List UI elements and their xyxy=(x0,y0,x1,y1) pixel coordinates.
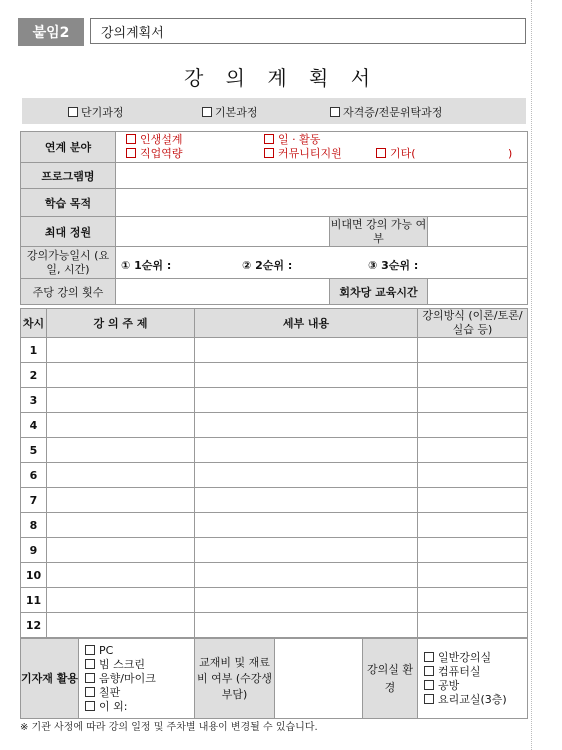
topic-cell[interactable] xyxy=(47,363,195,388)
topic-cell[interactable] xyxy=(47,388,195,413)
topic-cell[interactable] xyxy=(47,413,195,438)
detail-cell[interactable] xyxy=(195,388,418,413)
equip-item-board[interactable]: 칠판 xyxy=(79,686,194,700)
session-number: 12 xyxy=(21,613,47,638)
table-row xyxy=(21,488,528,513)
session-number: 7 xyxy=(21,488,47,513)
capacity-input[interactable] xyxy=(116,217,330,247)
col-number: 차시 xyxy=(21,309,47,338)
field-options xyxy=(116,132,528,163)
program-label: 프로그램명 xyxy=(21,163,116,189)
weekly-label: 주당 강의 횟수 xyxy=(21,279,116,305)
detail-cell[interactable] xyxy=(195,413,418,438)
table-row xyxy=(21,438,528,463)
detail-cell[interactable] xyxy=(195,613,418,638)
goal-label: 학습 목적 xyxy=(21,189,116,217)
course-type-short[interactable]: 단기과정 xyxy=(68,104,124,120)
detail-cell[interactable] xyxy=(195,363,418,388)
col-detail: 세부 내용 xyxy=(195,309,418,338)
session-input[interactable] xyxy=(428,279,528,305)
table-row xyxy=(21,413,528,438)
method-cell[interactable] xyxy=(418,438,528,463)
detail-cell[interactable] xyxy=(195,438,418,463)
checkbox-icon xyxy=(68,107,78,117)
session-label: 회차당 교육시간 xyxy=(330,279,428,305)
info-table xyxy=(20,131,528,305)
course-type-bar xyxy=(22,98,526,124)
opt-work[interactable]: 일 · 활동 xyxy=(264,133,320,147)
topic-cell[interactable] xyxy=(47,513,195,538)
remote-label: 비대면 강의 가능 여부 xyxy=(330,217,427,245)
equip-item-audio[interactable]: 음향/마이크 xyxy=(79,672,194,686)
session-number: 11 xyxy=(21,588,47,613)
equip-list xyxy=(79,639,195,719)
schedule-input[interactable] xyxy=(116,247,528,279)
footnote: ※ 기관 사정에 따라 강의 일정 및 주차별 내용이 변경될 수 있습니다. xyxy=(20,722,318,733)
bottom-table xyxy=(20,638,528,719)
session-number: 6 xyxy=(21,463,47,488)
method-cell[interactable] xyxy=(418,338,528,363)
margin-guide xyxy=(531,0,532,750)
checkbox-icon xyxy=(202,107,212,117)
rank3-label: ③ 3순위 : xyxy=(368,258,419,272)
equip-item-other[interactable]: 이 외: xyxy=(79,700,194,714)
col-method: 강의방식 (이론/토론/실습 등) xyxy=(418,309,528,338)
field-label: 연계 분야 xyxy=(21,132,116,163)
plan-table xyxy=(20,308,528,638)
course-type-basic[interactable]: 기본과정 xyxy=(202,104,258,120)
topic-cell[interactable] xyxy=(47,438,195,463)
material-input[interactable] xyxy=(275,639,363,719)
method-cell[interactable] xyxy=(418,513,528,538)
rank2-label: ② 2순위 : xyxy=(242,258,293,272)
session-number: 8 xyxy=(21,513,47,538)
room-item-general[interactable]: 일반강의실 xyxy=(418,651,527,665)
equip-item-pc[interactable]: PC xyxy=(79,644,194,658)
table-row xyxy=(21,613,528,638)
schedule-label: 강의가능일시 (요일, 시간) xyxy=(21,247,116,279)
topic-cell[interactable] xyxy=(47,613,195,638)
detail-cell[interactable] xyxy=(195,513,418,538)
remote-input[interactable] xyxy=(428,217,528,247)
material-label: 교재비 및 재료비 여부 (수강생 부담) xyxy=(195,639,275,719)
opt-community[interactable]: 커뮤니티지원 xyxy=(264,147,342,161)
col-topic: 강 의 주 제 xyxy=(47,309,195,338)
method-cell[interactable] xyxy=(418,563,528,588)
session-number: 10 xyxy=(21,563,47,588)
table-row xyxy=(21,588,528,613)
detail-cell[interactable] xyxy=(195,563,418,588)
header-box: 강의계획서 xyxy=(90,18,526,44)
topic-cell[interactable] xyxy=(47,488,195,513)
method-cell[interactable] xyxy=(418,613,528,638)
room-list xyxy=(418,639,528,719)
session-number: 9 xyxy=(21,538,47,563)
goal-input[interactable] xyxy=(116,189,528,217)
topic-cell[interactable] xyxy=(47,563,195,588)
room-item-workshop[interactable]: 공방 xyxy=(418,679,527,693)
attachment-badge: 붙임2 xyxy=(18,18,84,46)
session-number: 4 xyxy=(21,413,47,438)
method-cell[interactable] xyxy=(418,588,528,613)
equip-label: 기자재 활용 xyxy=(21,639,79,719)
page-title: 강 의 계 획 서 xyxy=(183,66,379,90)
method-cell[interactable] xyxy=(418,463,528,488)
capacity-label: 최대 정원 xyxy=(21,217,116,247)
opt-other[interactable]: 기타( xyxy=(376,147,416,161)
session-number: 3 xyxy=(21,388,47,413)
checkbox-icon xyxy=(330,107,340,117)
topic-cell[interactable] xyxy=(47,538,195,563)
table-row xyxy=(21,388,528,413)
table-row xyxy=(21,463,528,488)
method-cell[interactable] xyxy=(418,388,528,413)
detail-cell[interactable] xyxy=(195,588,418,613)
topic-cell[interactable] xyxy=(47,463,195,488)
room-label: 강의실 환경 xyxy=(363,639,418,719)
detail-cell[interactable] xyxy=(195,488,418,513)
opt-life[interactable]: 인생설계 xyxy=(126,133,183,147)
program-input[interactable] xyxy=(116,163,528,189)
topic-cell[interactable] xyxy=(47,588,195,613)
topic-cell[interactable] xyxy=(47,338,195,363)
room-item-computer[interactable]: 컴퓨터실 xyxy=(418,665,527,679)
session-number: 5 xyxy=(21,438,47,463)
method-cell[interactable] xyxy=(418,488,528,513)
method-cell[interactable] xyxy=(418,538,528,563)
opt-job[interactable]: 직업역량 xyxy=(126,147,183,161)
detail-cell[interactable] xyxy=(195,538,418,563)
session-number: 1 xyxy=(21,338,47,363)
table-row xyxy=(21,563,528,588)
detail-cell[interactable] xyxy=(195,338,418,363)
detail-cell[interactable] xyxy=(195,463,418,488)
method-cell[interactable] xyxy=(418,413,528,438)
table-row xyxy=(21,538,528,563)
course-type-cert[interactable]: 자격증/전문위탁과정 xyxy=(330,104,442,120)
equip-item-screen[interactable]: 빔 스크린 xyxy=(79,658,194,672)
table-row xyxy=(21,513,528,538)
method-cell[interactable] xyxy=(418,363,528,388)
rank1-label: ① 1순위 : xyxy=(121,258,172,272)
table-row xyxy=(21,338,528,363)
opt-other-close: ) xyxy=(508,147,513,160)
session-number: 2 xyxy=(21,363,47,388)
table-row xyxy=(21,363,528,388)
room-item-kitchen[interactable]: 요리교실(3층) xyxy=(418,693,527,707)
weekly-input[interactable] xyxy=(116,279,330,305)
